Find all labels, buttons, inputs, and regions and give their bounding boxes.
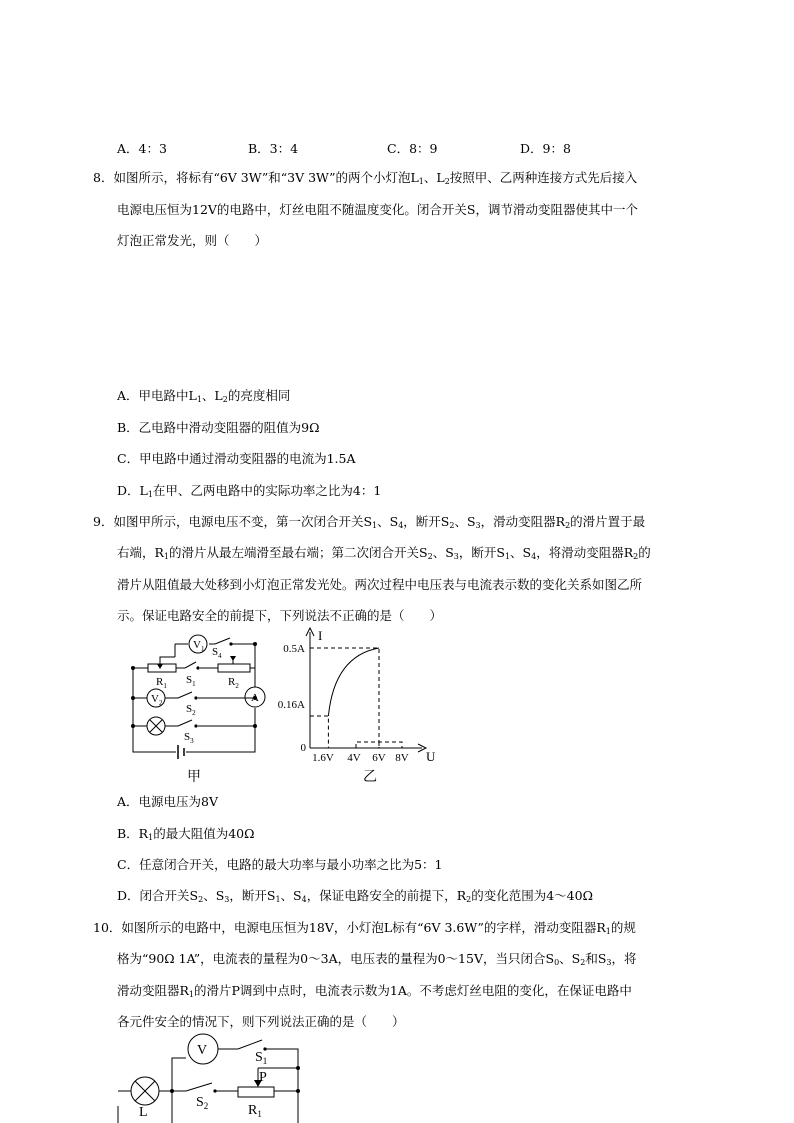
subscript: 2 — [198, 895, 204, 904]
subscript: 2 — [466, 895, 472, 904]
q10-s2-label: $S_2$ — [196, 1095, 209, 1111]
y-tick-label-2: 0 — [300, 742, 306, 754]
figure-yi-caption: 乙 — [363, 770, 377, 785]
subscript: 1 — [418, 177, 424, 186]
x-tick-label-2: 6V — [372, 752, 386, 764]
text-segment: 的滑片P调到中点时，电流表示数为1A。不考虑灯丝电阻的变化，在保证电路中 — [194, 983, 632, 998]
s3-label: $S_3$ — [184, 731, 194, 745]
text-segment: 的亮度相同 — [227, 388, 291, 403]
text-segment: 的规 — [610, 920, 636, 935]
text-segment: ，断开S — [229, 888, 276, 903]
q7-option-a: A．4：3 — [117, 141, 167, 156]
text-segment: 格为“90Ω 1A”，电流表的量程为0～3A，电压表的量程为0～15V，当只闭合S — [117, 951, 555, 966]
subscript: 1 — [147, 490, 153, 499]
text-segment: 、L — [201, 388, 223, 403]
subscript: 1 — [188, 990, 195, 999]
r2-label: $R_2$ — [228, 676, 239, 690]
subscript: 3 — [224, 895, 230, 904]
text-segment: 在甲、乙两电路中的实际功率之比为4：1 — [152, 483, 382, 498]
subscript: 4 — [531, 552, 537, 561]
text-segment: 各元件安全的情况下，则下列说法正确的是（ ） — [117, 1014, 405, 1029]
text-segment: 的变化范围为4～40Ω — [471, 888, 593, 903]
text-segment: D．L — [117, 483, 148, 498]
text-segment: 、S — [377, 514, 399, 529]
subscript: 2 — [222, 395, 228, 404]
x-tick-label-0: 1.6V — [312, 752, 334, 764]
subscript: 1 — [275, 895, 281, 904]
text-segment: 滑动变阻器R — [117, 983, 189, 998]
s2-label: $S_2$ — [186, 703, 196, 717]
text-segment: 、S — [432, 545, 454, 560]
text-segment: 、S — [454, 514, 476, 529]
text-segment: C．任意闭合开关，电路的最大功率与最小功率之比为5：1 — [117, 857, 443, 872]
r1-label: $R_1$ — [156, 676, 167, 690]
subscript: 1 — [148, 833, 154, 842]
text-segment: 、S — [510, 545, 532, 560]
subscript: 3 — [606, 958, 612, 967]
q7-option-c: C．8：9 — [387, 141, 438, 156]
q10-s1-label: $S_1$ — [255, 1050, 268, 1066]
subscript: 0 — [554, 958, 560, 967]
q10-slider-p-label: P — [259, 1070, 267, 1085]
text-segment: 8．如图所示，将标有“6V 3W”和“3V 3W”的两个小灯泡L — [93, 170, 419, 185]
text-segment: 、L — [423, 170, 445, 185]
q10-r1-label: $R_1$ — [248, 1103, 262, 1119]
text-segment: 、S — [559, 951, 581, 966]
y-tick-label-0: 0.5A — [283, 643, 305, 655]
subscript: 1 — [372, 521, 378, 530]
subscript: 2 — [633, 552, 639, 561]
text-segment: 的 — [638, 545, 651, 560]
subscript: 1 — [605, 927, 611, 936]
text-segment: ，滑动变阻器R — [480, 514, 566, 529]
subscript: 4 — [301, 895, 307, 904]
s4-label: $S_4$ — [212, 646, 222, 660]
text-segment: ，将滑动变阻器R — [536, 545, 634, 560]
q7-option-b: B．3：4 — [248, 141, 299, 156]
text-segment: 示。保证电路安全的前提下，下列说法不正确的是（ ） — [117, 608, 443, 623]
subscript: 2 — [580, 958, 586, 967]
figure-jia-caption: 甲 — [187, 770, 201, 785]
y-tick-label-1: 0.16A — [277, 699, 305, 711]
text-segment: 的最大阻值为40Ω — [153, 826, 255, 841]
v1-label: $V_1$ — [193, 639, 205, 653]
x-axis-label: U — [426, 749, 436, 764]
subscript: 1 — [504, 552, 511, 561]
text-segment: 的滑片置于最 — [570, 514, 646, 529]
text-segment: B．R — [117, 826, 149, 841]
text-segment: 按照甲、乙两种连接方式先后接入 — [449, 170, 638, 185]
text-segment: B．乙电路中滑动变阻器的阻值为9Ω — [117, 420, 320, 435]
x-tick-label-3: 8V — [395, 752, 409, 764]
subscript: 4 — [398, 521, 404, 530]
q10-lamp-label: L — [139, 1105, 148, 1120]
v2-label: $V_2$ — [151, 693, 163, 707]
text-segment: 、S — [280, 888, 302, 903]
subscript: 1 — [196, 395, 202, 404]
text-segment: 的滑片从最左端滑至最右端；第二次闭合开关S — [169, 545, 428, 560]
text-segment: 滑片从阻值最大处移到小灯泡正常发光处。两次过程中电压表与电流表示数的变化关系如图乙所 — [117, 577, 643, 592]
y-axis-label: I — [318, 628, 323, 643]
text-segment: 灯泡正常发光，则（ ） — [117, 233, 268, 248]
s1-label: $S_1$ — [186, 674, 196, 688]
text-segment: ，保证电路安全的前提下，R — [306, 888, 467, 903]
text-segment: A．电源电压为8V — [117, 794, 219, 809]
text-segment: A．甲电路中L — [117, 388, 197, 403]
text-segment: 右端，R — [117, 545, 164, 560]
text-segment: C．甲电路中通过滑动变阻器的电流为1.5A — [117, 451, 356, 466]
text-segment: ，断开S — [458, 545, 505, 560]
text-segment: ，断开S — [403, 514, 450, 529]
text-segment: 电源电压恒为12V的电路中，灯丝电阻不随温度变化。闭合开关S，调节滑动变阻器使其中一个 — [117, 202, 638, 217]
text-segment: 9．如图甲所示，电源电压不变，第一次闭合开关S — [93, 514, 373, 529]
subscript: 1 — [163, 552, 170, 561]
text-segment: D．闭合开关S — [117, 888, 199, 903]
text-segment: 和S — [585, 951, 607, 966]
text-segment: 10．如图所示的电路中，电源电压恒为18V，小灯泡L标有“6V 3.6W”的字样，滑动变阻器R — [93, 920, 606, 935]
ammeter-label: A — [251, 692, 259, 704]
subscript: 3 — [475, 521, 481, 530]
x-tick-label-1: 4V — [347, 752, 361, 764]
q10-voltmeter-label: V — [197, 1043, 208, 1058]
text-segment: 、S — [203, 888, 225, 903]
subscript: 3 — [453, 552, 459, 561]
subscript: 2 — [449, 521, 455, 530]
subscript: 2 — [444, 177, 450, 186]
subscript: 2 — [427, 552, 433, 561]
text-segment: ，将 — [611, 951, 637, 966]
subscript: 2 — [565, 521, 571, 530]
q7-option-d: D．9：8 — [520, 141, 571, 156]
